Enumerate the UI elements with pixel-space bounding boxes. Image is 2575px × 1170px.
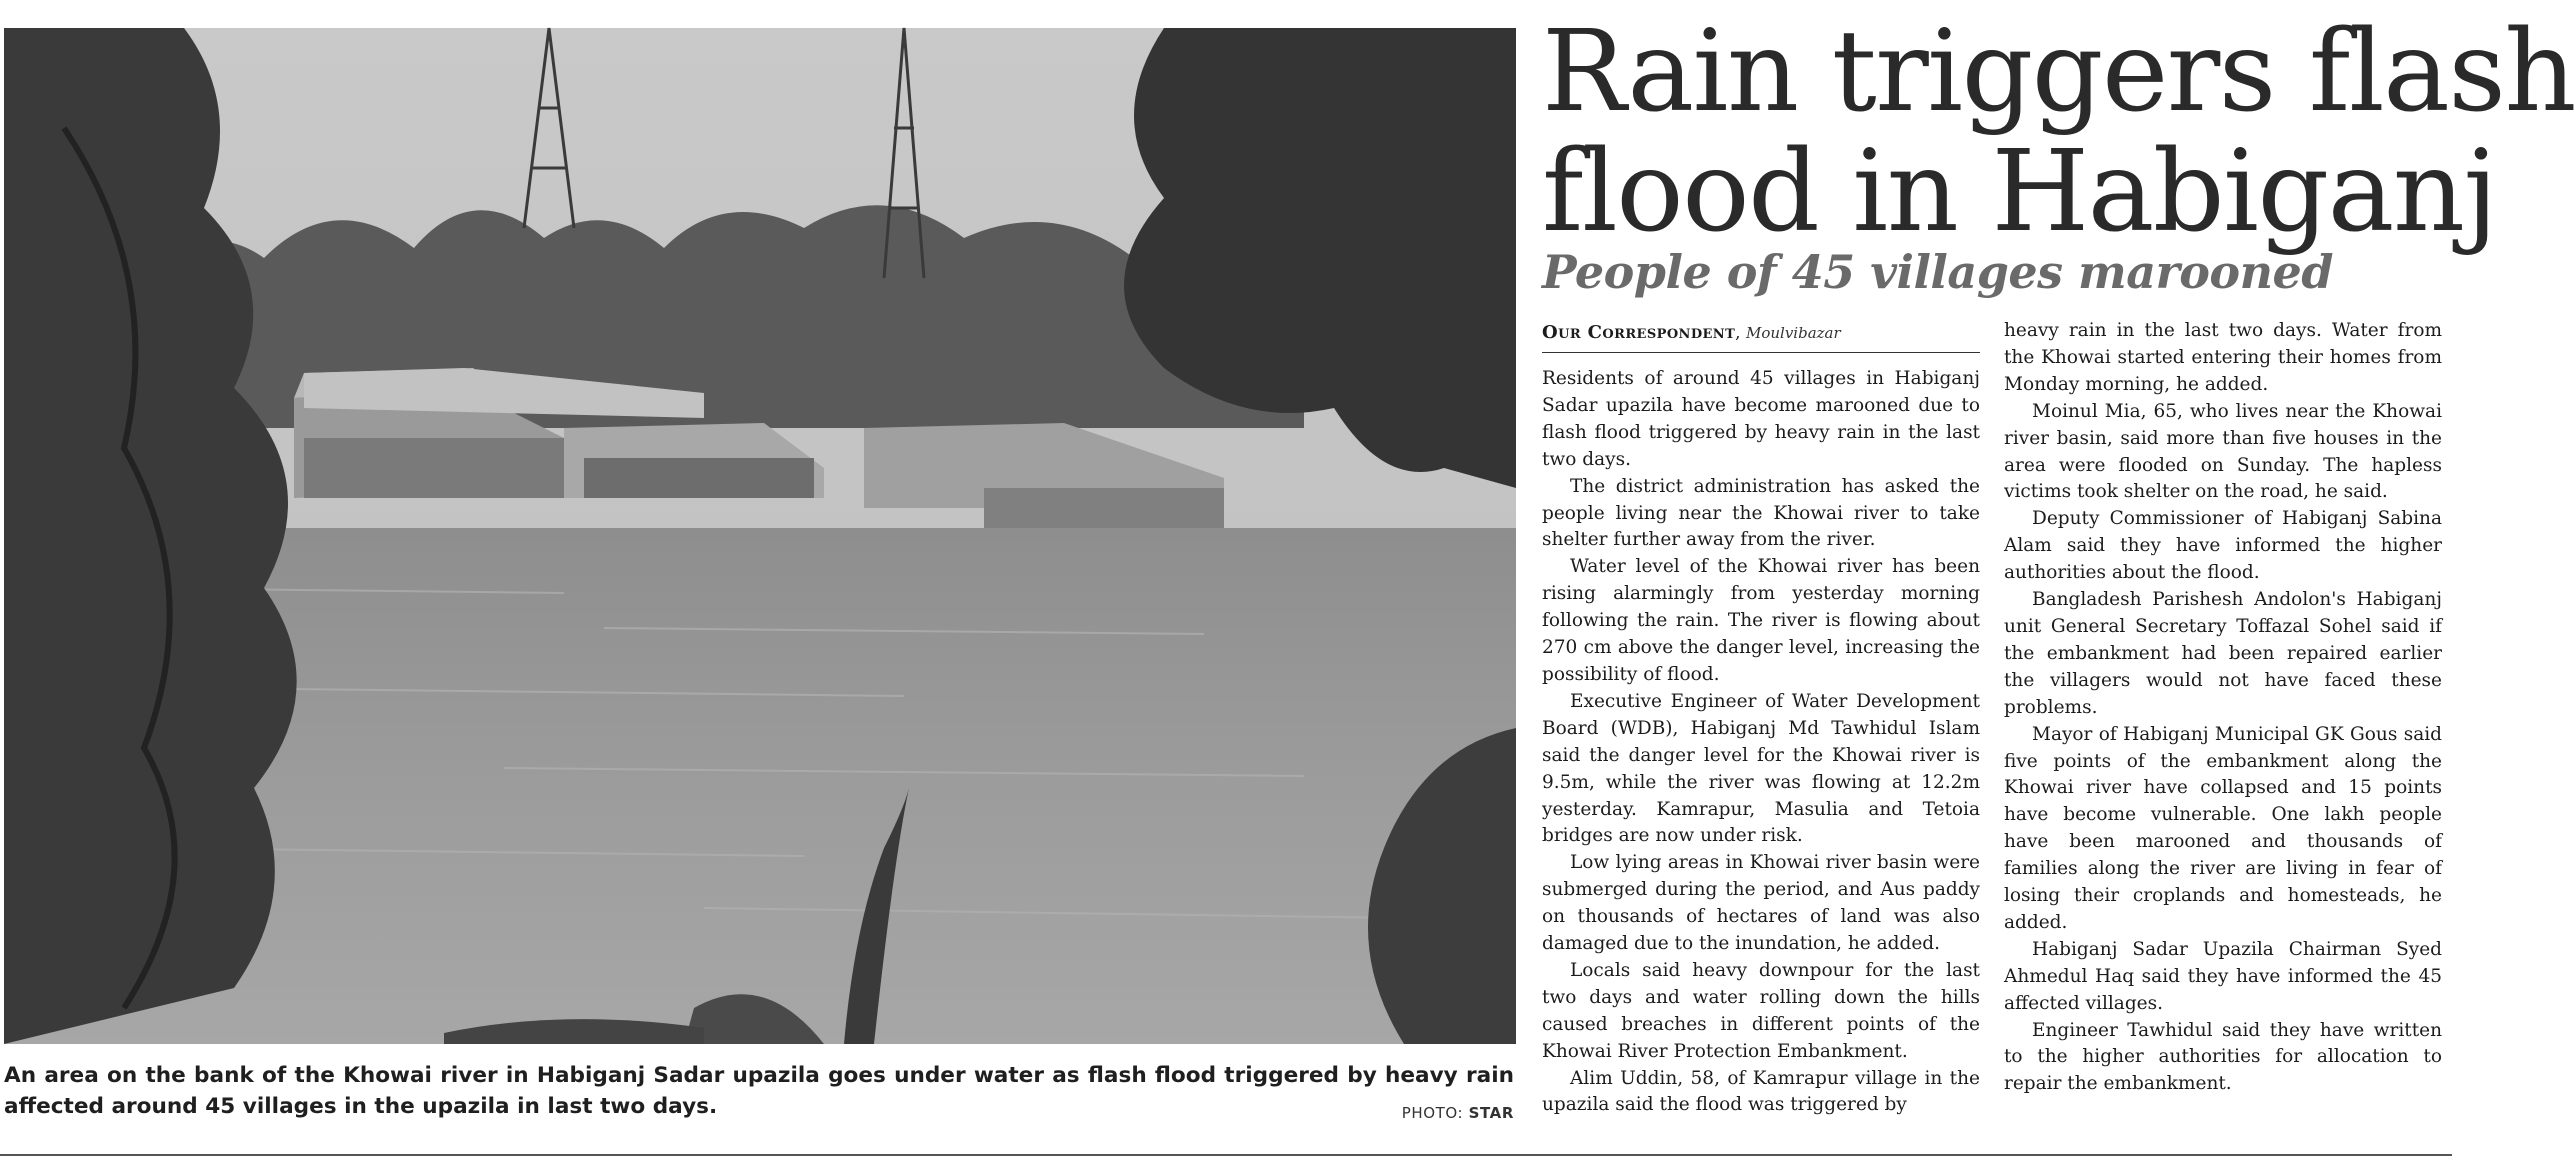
flood-photo <box>4 28 1516 1044</box>
article-paragraph: Residents of around 45 villages in Habiganj Sadar upazila have become marooned due to flash flood triggered by heavy rain in the last two days. <box>1542 368 1980 470</box>
byline: Our Correspondent, Moulvibazar <box>1542 320 1980 353</box>
photo-credit-source: STAR <box>1468 1104 1514 1122</box>
article-column-1 <box>1542 366 1980 1136</box>
article-column-2 <box>2004 318 2442 1138</box>
flood-photo-illustration <box>4 28 1516 1044</box>
photo-credit-prefix: PHOTO: <box>1401 1104 1464 1122</box>
subheadline: People of 45 villages marooned <box>1542 245 2333 299</box>
article-paragraph: heavy rain in the last two days. Water from the Khowai started entering their homes from Monday morning, he added. <box>2004 320 2442 395</box>
article-paragraph: Locals said heavy downpour for the last two days and water rolling down the hills caused breaches in different points of the Khowai River Protection Embankment. <box>1542 959 1980 1062</box>
headline-line-1: Rain triggers flash <box>1542 7 2575 137</box>
article-paragraph: Water level of the Khowai river has been rising alarmingly from yesterday morning following the rain. The river is flowing about 270 cm above the danger level, increasing the possibility of flood. <box>1542 556 1980 685</box>
photo-caption: An area on the bank of the Khowai river in Habiganj Sadar upazila goes under water as flash flood triggered by heavy rain affected around 45 villages in the upazila in last two days. <box>4 1063 1514 1119</box>
article-paragraph: Low lying areas in Khowai river basin were submerged during the period, and Aus paddy on thousands of hectares of land was also damaged due to the inundation, he added. <box>1542 852 1980 955</box>
article-paragraph: Alim Uddin, 58, of Kamrapur village in the upazila said the flood was triggered by <box>1542 1067 1980 1116</box>
article-paragraph: Habiganj Sadar Upazila Chairman Syed Ahmedul Haq said they have informed the 45 affected villages. <box>2004 938 2442 1014</box>
headline-line-2: flood in Habiganj <box>1542 127 2497 257</box>
bottom-rule <box>0 1154 2452 1156</box>
article-paragraph: Bangladesh Parishesh Andolon's Habiganj unit General Secretary Toffazal Sohel said if the embankment had been repaired earlier the villagers would not have faced these problems. <box>2004 589 2442 718</box>
article-paragraph: Deputy Commissioner of Habiganj Sabina Alam said they have informed the higher authorities about the flood. <box>2004 508 2442 584</box>
byline-author: Our Correspondent <box>1542 322 1736 343</box>
article-paragraph: Executive Engineer of Water Development Board (WDB), Habiganj Md Tawhidul Islam said the danger level for the Khowai river is 9.5m, while the river was flowing at 12.2m yesterday. Kamrapur, Masulia and Tetoia bridges are now under risk. <box>1542 690 1980 847</box>
photo-credit <box>1402 1104 1514 1122</box>
article-paragraph: Moinul Mia, 65, who lives near the Khowai river basin, said more than five houses in the area were flooded on Sunday. The hapless victims took shelter on the road, he said. <box>2004 400 2442 503</box>
article-paragraph: Engineer Tawhidul said they have written to the higher authorities for allocation to repair the embankment. <box>2004 1019 2442 1095</box>
article-paragraph: The district administration has asked the people living near the Khowai river to take shelter further away from the river. <box>1542 475 1980 551</box>
headline <box>1542 7 2575 257</box>
byline-dateline: Moulvibazar <box>1745 324 1841 342</box>
article-paragraph: Mayor of Habiganj Municipal GK Gous said five points of the embankment along the Khowai river have collapsed and 15 points have become vulnerable. One lakh people have been marooned and thousands of families along the river are living in fear of losing their croplands and homesteads, he added. <box>2004 723 2442 933</box>
